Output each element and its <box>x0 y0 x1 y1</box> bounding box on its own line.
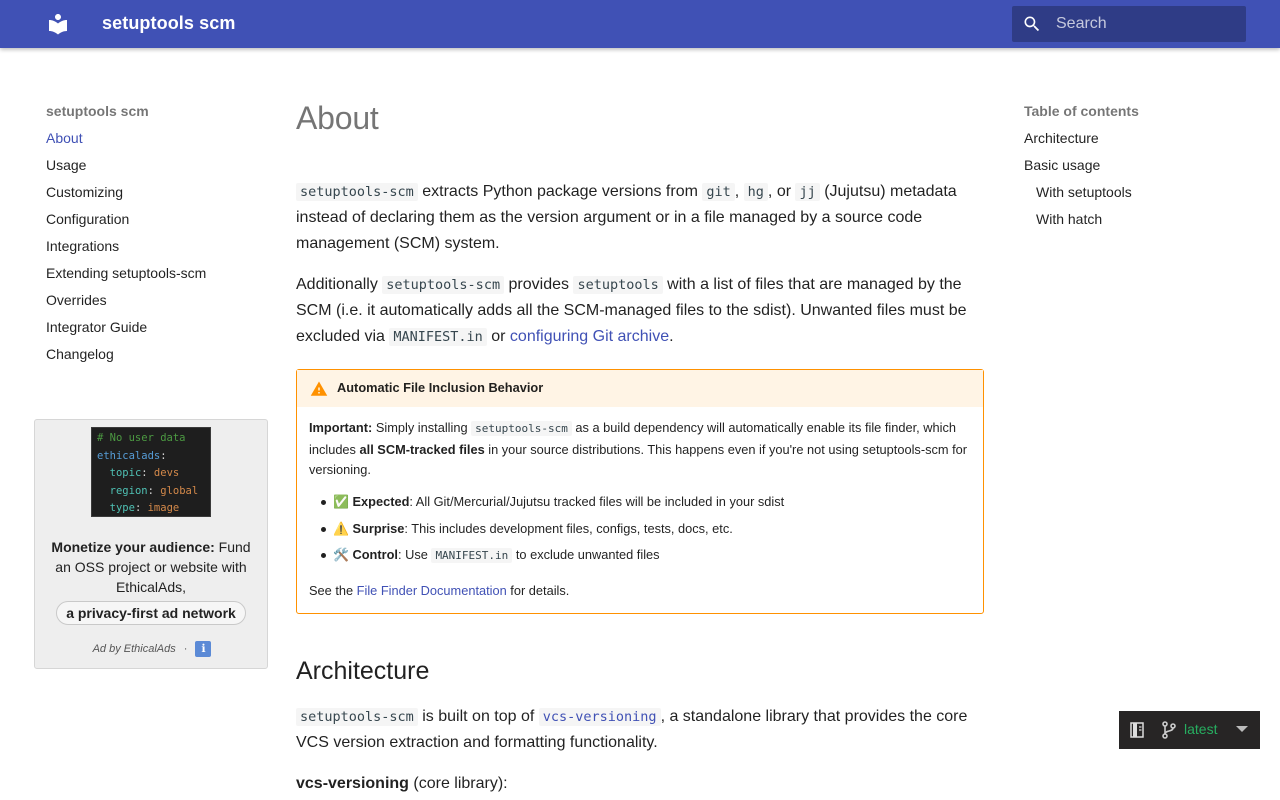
site-title[interactable]: setuptools scm <box>102 13 236 33</box>
nav-item-customizing[interactable]: Customizing <box>46 184 124 200</box>
ad-attribution <box>35 641 269 657</box>
file-finder-docs-link[interactable]: File Finder Documentation <box>356 583 507 598</box>
warning-admonition <box>296 369 984 614</box>
inline-code: setuptools <box>573 276 662 294</box>
toc-item-architecture[interactable]: Architecture <box>1024 130 1099 146</box>
architecture-heading: Architecture <box>296 657 430 685</box>
version-label: latest <box>1184 721 1218 737</box>
text: provides <box>504 276 574 293</box>
nav-item-about[interactable]: About <box>46 130 83 146</box>
bold-text: Important: <box>309 420 373 435</box>
text: See the <box>309 583 357 598</box>
text: is built on top of <box>417 708 539 725</box>
admonition-header <box>297 370 983 407</box>
text: with a list of files that are managed by the SCM (i.e. it automatically adds all the SCM-managed files to the sdist). Unwanted files must be excluded via <box>296 276 967 345</box>
tools-icon: 🛠️ <box>333 547 349 562</box>
inline-code: MANIFEST.in <box>389 328 486 346</box>
ad-code-type-val: image <box>147 502 180 514</box>
bold-text: Expected <box>352 494 410 509</box>
warning-emoji-icon: ⚠️ <box>333 520 349 536</box>
caret-down-icon <box>1236 726 1248 732</box>
text: as a build dependency will automatically enable its file finder, which includes <box>309 420 956 457</box>
ad-image[interactable]: # No user data ethicalads: topic: devs region: global type: image <box>91 427 211 517</box>
ad-body: Fund an OSS project or website with EthicalAds, <box>55 539 251 595</box>
ad-separator: · <box>183 642 188 655</box>
nav-item-usage[interactable]: Usage <box>46 157 87 173</box>
search-input[interactable] <box>1056 6 1236 42</box>
text: or <box>486 328 510 345</box>
check-icon: ✅ <box>333 494 349 509</box>
configuring-git-archive-link[interactable]: configuring Git archive <box>509 328 670 345</box>
nav-item-integrations[interactable]: Integrations <box>46 238 120 254</box>
inline-code: setuptools-scm <box>471 421 572 436</box>
admonition-body <box>309 418 971 481</box>
ad-code-root: ethicalads <box>97 449 161 462</box>
version-flyout[interactable] <box>1119 711 1260 749</box>
toc-title: Table of contents <box>1024 103 1139 119</box>
text: , a standalone library that provides the core VCS version extraction and formatting functionality. <box>296 708 968 751</box>
core-library-label <box>296 771 984 797</box>
ad-code-topic-val: devs <box>153 467 180 479</box>
nav-item-changelog[interactable]: Changelog <box>46 346 114 362</box>
ad-code-region-val: global <box>160 484 199 497</box>
ad-code-topic-key: topic <box>109 467 142 479</box>
nav-item-integrator-guide[interactable]: Integrator Guide <box>46 319 148 335</box>
text: , <box>734 183 744 200</box>
text: to exclude unwanted files <box>512 547 660 562</box>
inline-code: jj <box>795 183 819 201</box>
info-icon[interactable]: ℹ <box>195 641 211 657</box>
text: extracts Python package versions from <box>417 183 703 200</box>
git-branch-icon <box>1161 721 1177 739</box>
ad-code-region-key: region <box>109 484 148 497</box>
intro-paragraph <box>296 179 984 257</box>
ad-cta-button[interactable]: a privacy-first ad network <box>56 601 246 625</box>
text: Additionally <box>296 276 383 293</box>
text: (core library): <box>408 775 508 792</box>
list-item <box>333 492 963 519</box>
text: (Jujutsu) metadata instead of declaring them as the version argument or in a file managed by a source code management (SCM) system. <box>296 183 957 252</box>
text: for details. <box>506 583 570 598</box>
additional-paragraph <box>296 272 984 350</box>
book-icon <box>1130 722 1144 738</box>
nav-title[interactable]: setuptools scm <box>46 103 149 119</box>
inline-code: vcs-versioning <box>539 708 661 726</box>
admonition-list <box>333 492 963 572</box>
inline-code: setuptools-scm <box>296 183 418 201</box>
admonition-title: Automatic File Inclusion Behavior <box>337 380 544 395</box>
toc-item-with-setuptools[interactable]: With setuptools <box>1036 184 1132 200</box>
inline-code: setuptools-scm <box>382 276 504 294</box>
ad-code-type-key: type <box>109 502 135 514</box>
page-title: About <box>296 100 379 136</box>
ad-headline: Monetize your audience: <box>51 539 215 555</box>
text: . <box>669 328 674 345</box>
toc-item-basic-usage[interactable]: Basic usage <box>1024 157 1101 173</box>
list-item <box>333 519 963 546</box>
text: : Use <box>398 547 432 562</box>
table-of-contents <box>1024 101 1244 229</box>
text: : All Git/Mercurial/Jujutsu tracked files will be included in your sdist <box>409 494 785 509</box>
text: in your source distributions. This happens even if you're not using setuptools-scm for versioning. <box>309 441 968 477</box>
ad-code-comment: # No user data <box>97 432 186 444</box>
bold-text: vcs-versioning <box>296 775 409 792</box>
list-item <box>333 545 963 572</box>
nav-item-extending[interactable]: Extending setuptools-scm <box>46 265 207 281</box>
search-box[interactable] <box>1012 6 1246 42</box>
primary-navigation <box>46 101 266 364</box>
main-content <box>296 96 984 350</box>
book-logo-icon[interactable] <box>46 12 70 36</box>
nav-item-configuration[interactable]: Configuration <box>46 211 130 227</box>
inline-code: setuptools-scm <box>296 708 418 726</box>
text: , or <box>767 183 796 200</box>
ad-text[interactable] <box>43 537 259 597</box>
bold-text: Surprise <box>352 520 405 536</box>
bold-text: Control <box>352 547 398 562</box>
toc-item-with-hatch[interactable]: With hatch <box>1036 211 1103 227</box>
nav-item-overrides[interactable]: Overrides <box>46 292 107 308</box>
search-icon <box>1022 14 1042 34</box>
inline-code: hg <box>744 183 768 201</box>
bold-text: all SCM-tracked files <box>359 441 485 457</box>
top-header <box>0 0 1280 48</box>
admonition-footer <box>309 581 569 601</box>
text: : This includes development files, configs, tests, docs, etc. <box>404 520 733 536</box>
architecture-paragraph <box>296 704 984 756</box>
warning-icon <box>310 380 328 398</box>
inline-code: git <box>702 183 734 201</box>
ad-attribution-link[interactable]: Ad by EthicalAds <box>92 642 176 655</box>
inline-code: MANIFEST.in <box>431 548 512 563</box>
vcs-versioning-link[interactable] <box>539 708 661 725</box>
text: Simply installing <box>372 420 472 435</box>
ethical-ad <box>34 419 268 669</box>
